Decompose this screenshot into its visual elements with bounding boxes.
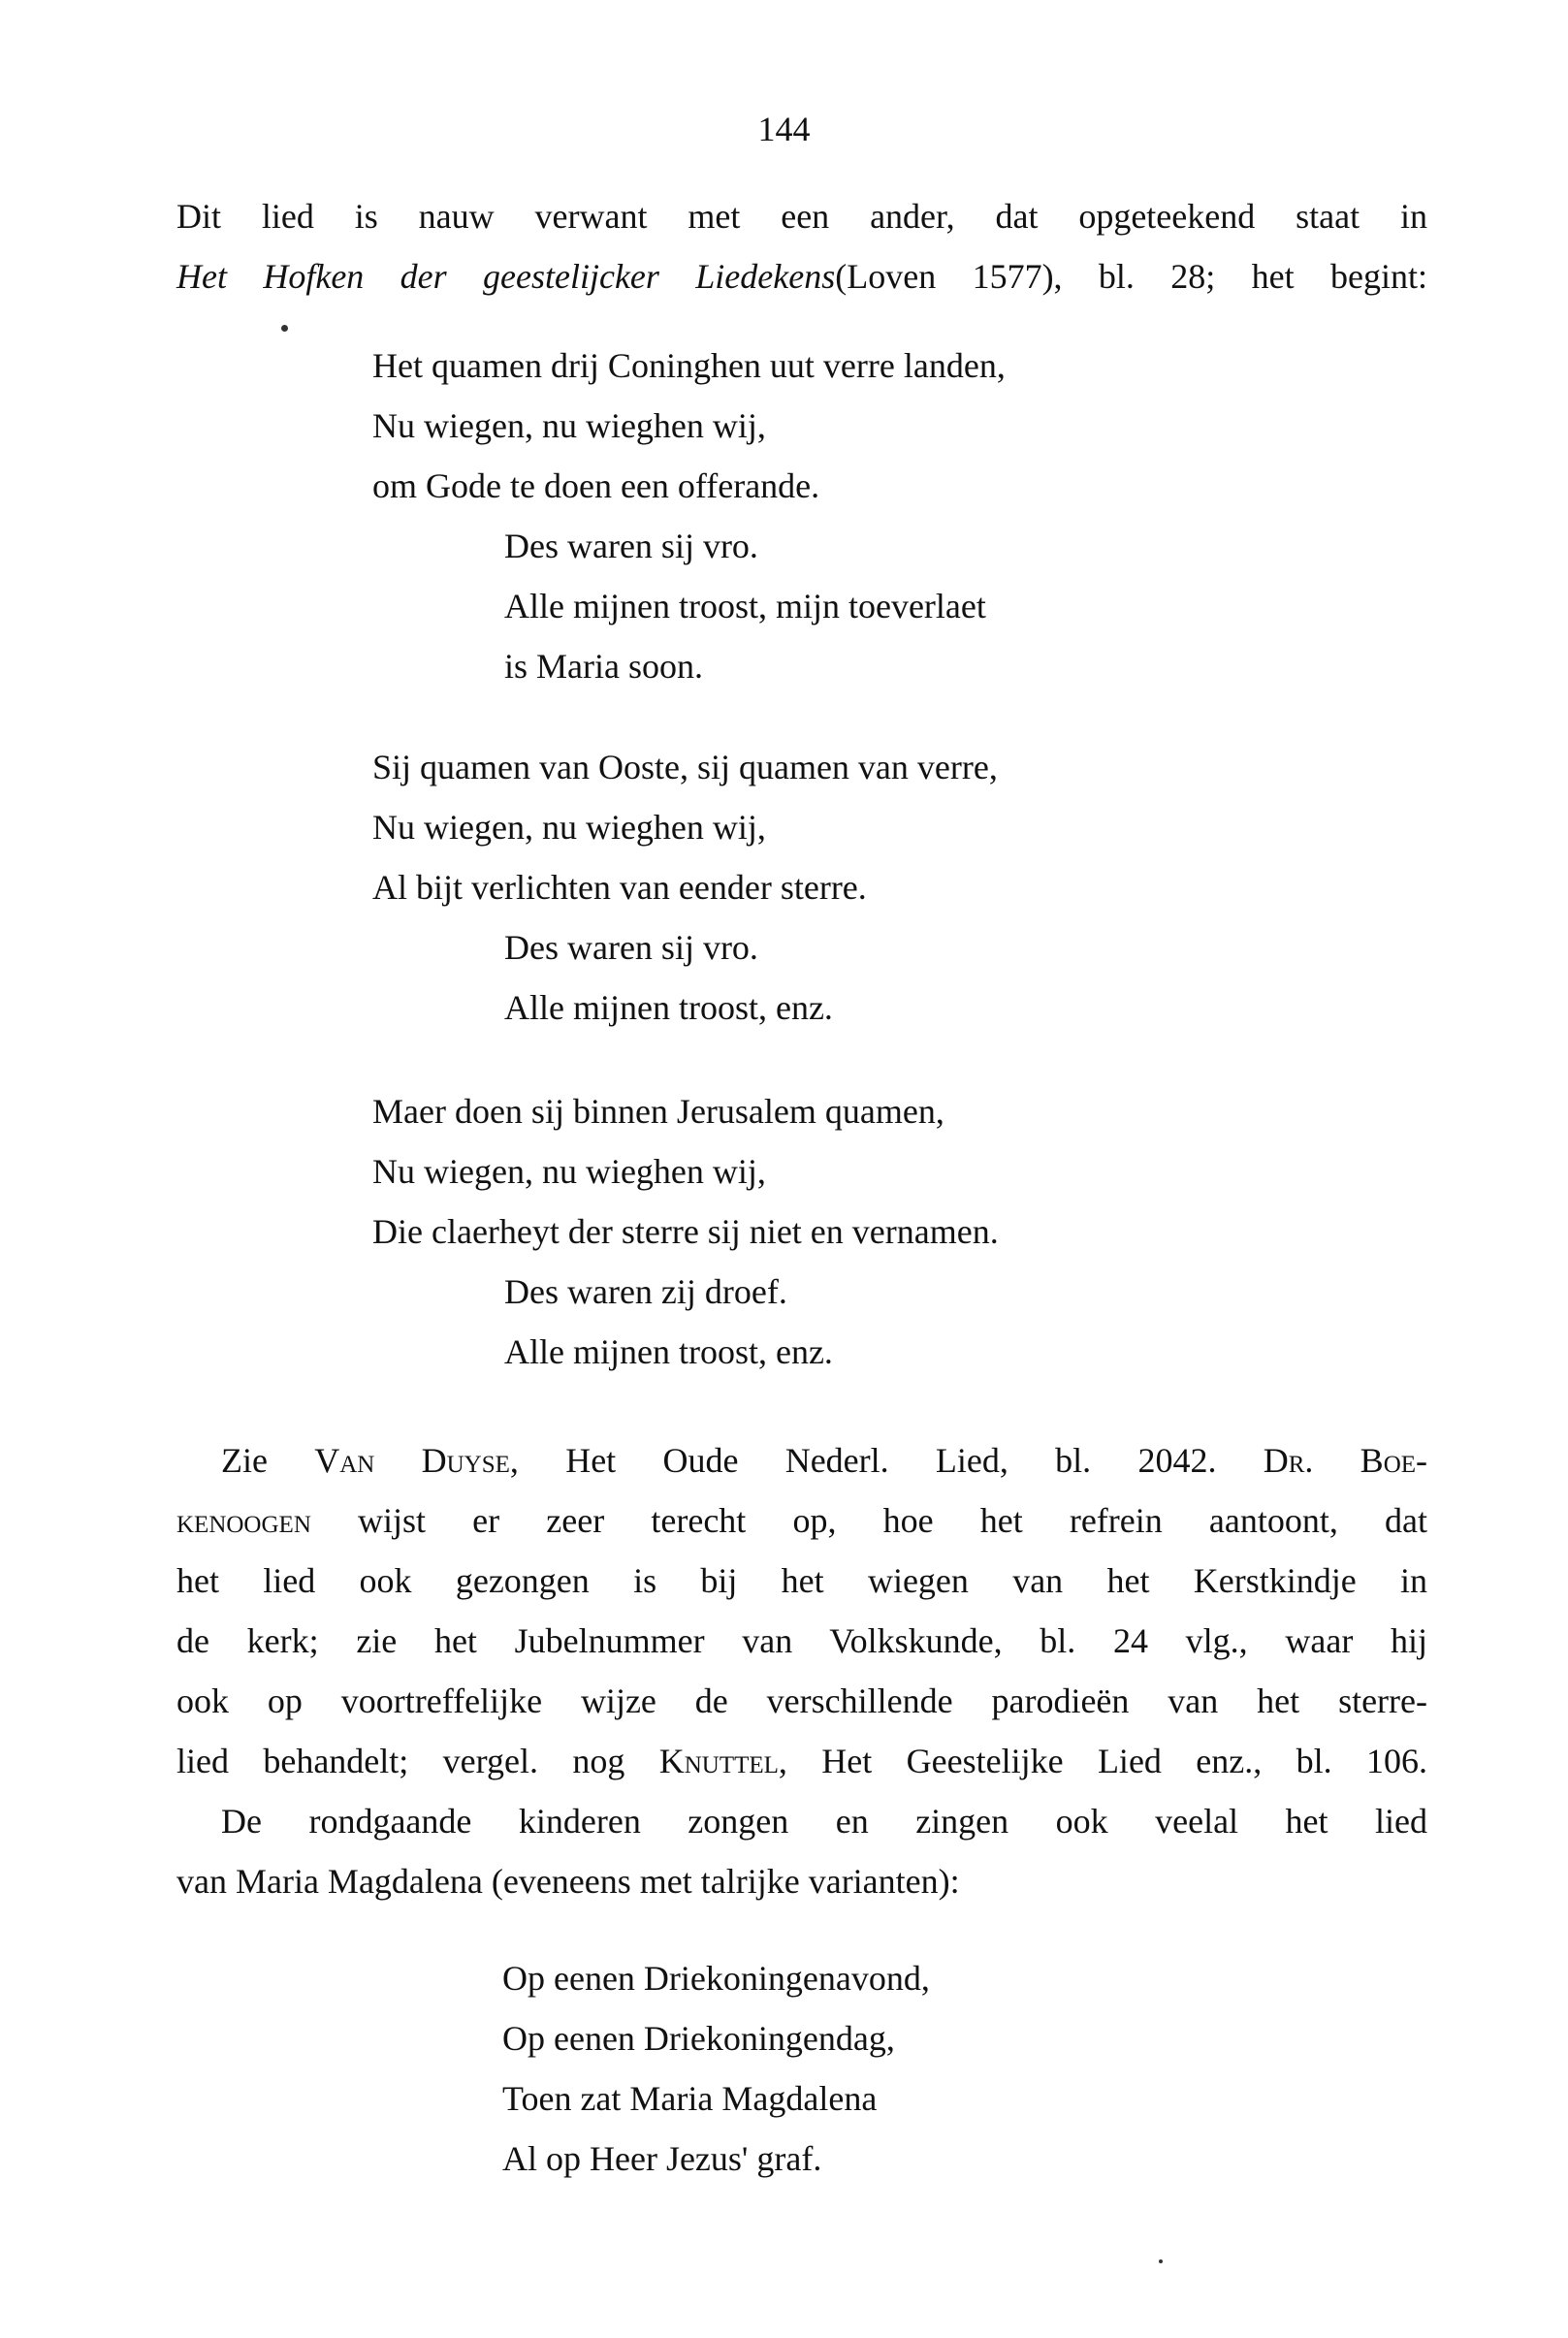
commentary-text: de kerk; zie het Jubelnummer van Volkskunde, bl. 24 vlg., waar hij <box>176 1621 1427 1660</box>
verse-line: Het quamen drij Coninghen uut verre landen, <box>372 346 1006 385</box>
commentary-text: ook op voortreffelijke wijze de verschillende parodieën van het sterre- <box>176 1681 1427 1720</box>
print-speck <box>1159 2259 1163 2263</box>
verse-line: Op eenen Driekoningenavond, <box>502 1959 930 1998</box>
paragraph-text: De rondgaande kinderen zongen en zingen ook veelal het lied <box>221 1802 1427 1841</box>
commentary-text: lied behandelt; vergel. nog <box>176 1742 659 1780</box>
author-name: kenoogen <box>176 1501 311 1540</box>
commentary-line-4 <box>176 1611 1427 1671</box>
refrain-line: Alle mijnen troost, enz. <box>504 988 833 1027</box>
verse-line: Toen zat Maria Magdalena <box>502 2079 878 2118</box>
commentary-line-2 <box>176 1490 1427 1551</box>
stanza-1 <box>372 336 1006 696</box>
verse-line: Al bijt verlichten van eender sterre. <box>372 868 867 907</box>
intro-text-2: (Loven 1577), bl. 28; het begint: <box>835 257 1427 296</box>
paragraph-2-line-2 <box>176 1851 1427 1911</box>
paragraph-2-line-1 <box>176 1791 1427 1851</box>
final-verse <box>502 1948 930 2189</box>
commentary-line-1 <box>176 1430 1427 1490</box>
verse-line: Nu wiegen, nu wieghen wij, <box>372 808 766 847</box>
commentary-text: , Het Oude Nederl. Lied, bl. 2042. <box>509 1441 1264 1480</box>
intro-line-2 <box>176 246 1427 306</box>
stanza-3 <box>372 1081 999 1382</box>
refrain-line: Des waren sij vro. <box>504 928 758 967</box>
refrain-line: Des waren zij droef. <box>504 1272 787 1311</box>
verse-line: Op eenen Driekoningendag, <box>502 2019 895 2058</box>
verse-line: Die claerheyt der sterre sij niet en vernamen. <box>372 1212 999 1251</box>
refrain-line: Alle mijnen troost, mijn toeverlaet <box>504 587 986 625</box>
commentary-line-6 <box>176 1731 1427 1791</box>
verse-line: Sij quamen van Ooste, sij quamen van verre, <box>372 748 998 786</box>
intro-line-1 <box>176 186 1427 246</box>
commentary-text: het lied ook gezongen is bij het wiegen van het Kerstkindje in <box>176 1561 1427 1600</box>
verse-line: Nu wiegen, nu wieghen wij, <box>372 406 766 445</box>
refrain-line: is Maria soon. <box>504 647 703 686</box>
commentary-text: , Het Geestelijke Lied enz., bl. 106. <box>778 1742 1427 1780</box>
refrain-line: Des waren sij vro. <box>504 527 758 565</box>
print-speck <box>281 325 288 332</box>
author-name: Dr. Boe- <box>1263 1441 1428 1480</box>
verse-line: Al op Heer Jezus' graf. <box>502 2139 822 2178</box>
author-name: Knuttel <box>658 1742 779 1780</box>
intro-text-1: Dit lied is nauw verwant met een ander, dat opgeteekend staat in <box>176 197 1427 236</box>
verse-line: Maer doen sij binnen Jerusalem quamen, <box>372 1092 944 1131</box>
paragraph-text: van Maria Magdalena (eveneens met talrijke varianten): <box>176 1862 960 1901</box>
verse-line: om Gode te doen een offerande. <box>372 466 820 505</box>
book-title: Het Hofken der geestelijcker Liedekens <box>176 257 836 296</box>
commentary-line-3 <box>176 1551 1427 1611</box>
stanza-2 <box>372 737 998 1038</box>
page-number: 144 <box>757 110 811 148</box>
verse-line: Nu wiegen, nu wieghen wij, <box>372 1152 766 1191</box>
commentary-text: wijst er zeer terecht op, hoe het refrein aantoont, dat <box>310 1501 1427 1540</box>
author-name: Van Duyse <box>314 1441 510 1480</box>
commentary-line-5 <box>176 1671 1427 1731</box>
commentary-text: Zie <box>221 1441 315 1480</box>
refrain-line: Alle mijnen troost, enz. <box>504 1332 833 1371</box>
